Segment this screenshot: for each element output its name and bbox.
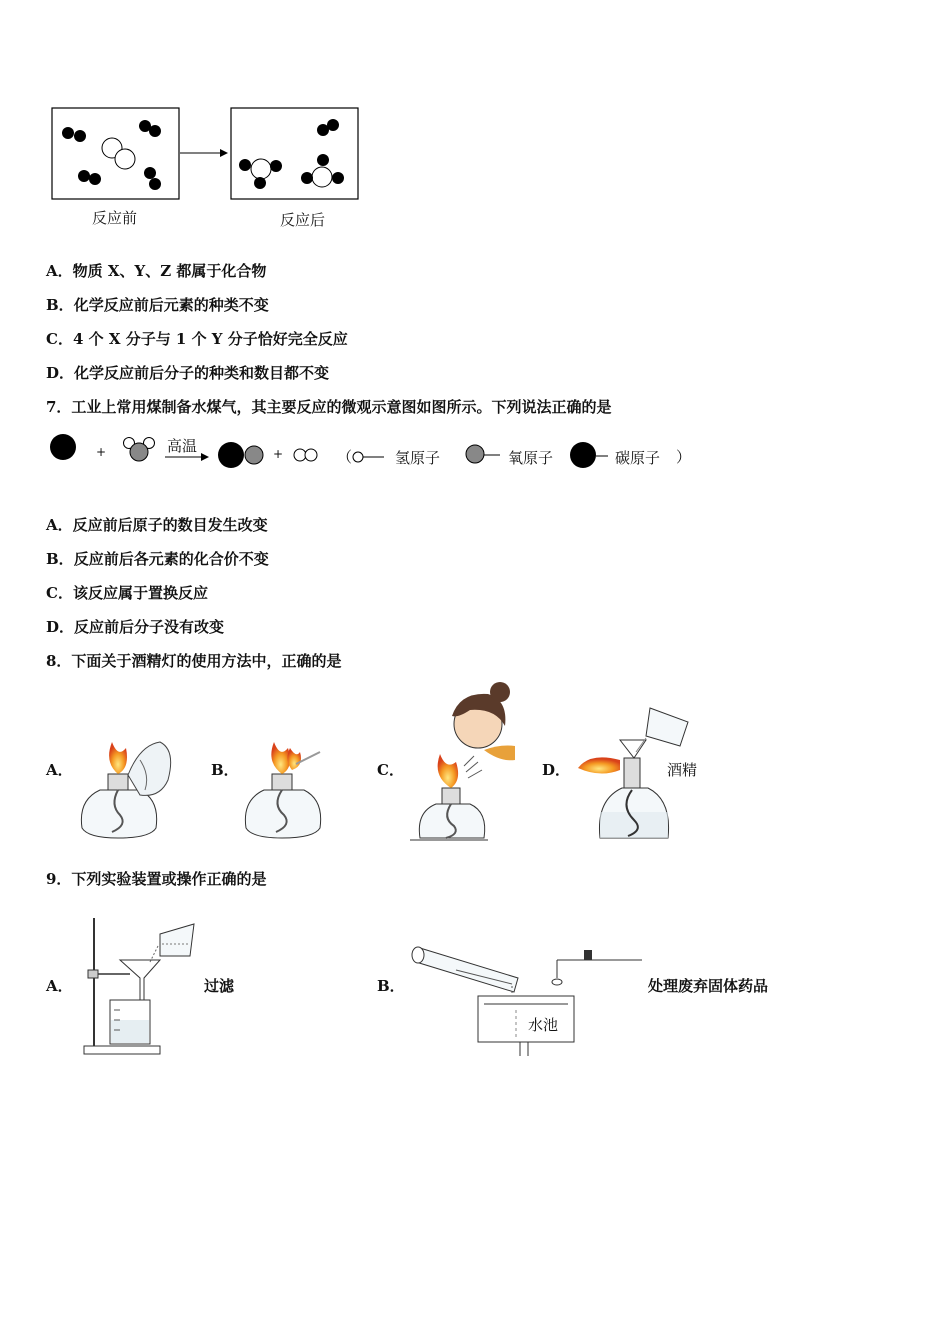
legend-carbon: 碳原子 <box>615 449 661 467</box>
q8-label-b: B． <box>211 761 239 779</box>
legend-hydrogen: 氢原子 <box>395 449 441 467</box>
option-label: D． <box>46 364 75 382</box>
before-caption: 反应前 <box>92 209 138 227</box>
option-label: A． <box>46 262 73 280</box>
option-label: A． <box>46 516 73 534</box>
legend-oxygen: 氧原子 <box>508 449 554 467</box>
alcohol-label: 酒精 <box>667 761 698 779</box>
option-text: 化学反应前后分子的种类和数目都不变 <box>74 364 330 382</box>
option-label: C． <box>46 584 73 602</box>
q9-label-a: A． <box>46 977 73 995</box>
legend-open: （ <box>337 448 353 466</box>
option-text: 反应前后各元素的化合价不变 <box>73 550 269 568</box>
plus-sign: + <box>273 447 284 461</box>
q8-label-a: A． <box>46 761 73 779</box>
q9-stem: 9．下列实验装置或操作正确的是 <box>46 870 267 888</box>
plus-sign: + <box>96 445 107 459</box>
q9-caption-a: 过滤 <box>204 977 235 995</box>
legend-close: ） <box>676 448 692 466</box>
option-label: B． <box>46 550 74 568</box>
option-text: 物质 X、Y、Z 都属于化合物 <box>72 262 267 280</box>
option-text: 4 个 X 分子与 1 个 Y 分子恰好完全反应 <box>72 330 348 348</box>
q7-stem: 7．工业上常用煤制备水煤气，其主要反应的微观示意图如图所示。下列说法正确的是 <box>46 398 612 416</box>
option-text: 化学反应前后元素的种类不变 <box>73 296 269 314</box>
option-label: C． <box>46 330 73 348</box>
q8-label-c: C． <box>377 761 404 779</box>
q9-caption-b: 处理废弃固体药品 <box>648 977 769 995</box>
figure-a-filtration-setup <box>84 918 194 1054</box>
option-text: 该反应属于置换反应 <box>72 584 208 602</box>
option-text: 反应前后原子的数目发生改变 <box>72 516 268 534</box>
q8-stem: 8．下面关于酒精灯的使用方法中，正确的是 <box>46 652 342 670</box>
q9-label-b: B． <box>377 977 405 995</box>
sink-label: 水池 <box>528 1016 559 1034</box>
condition-high-temp: 高温 <box>167 437 198 455</box>
q8-label-d: D． <box>542 761 571 779</box>
option-label: D． <box>46 618 75 636</box>
after-caption: 反应后 <box>280 211 326 229</box>
figure-b-waste-disposal <box>412 947 642 1056</box>
option-label: B． <box>46 296 74 314</box>
option-text: 反应前后分子没有改变 <box>74 618 225 636</box>
